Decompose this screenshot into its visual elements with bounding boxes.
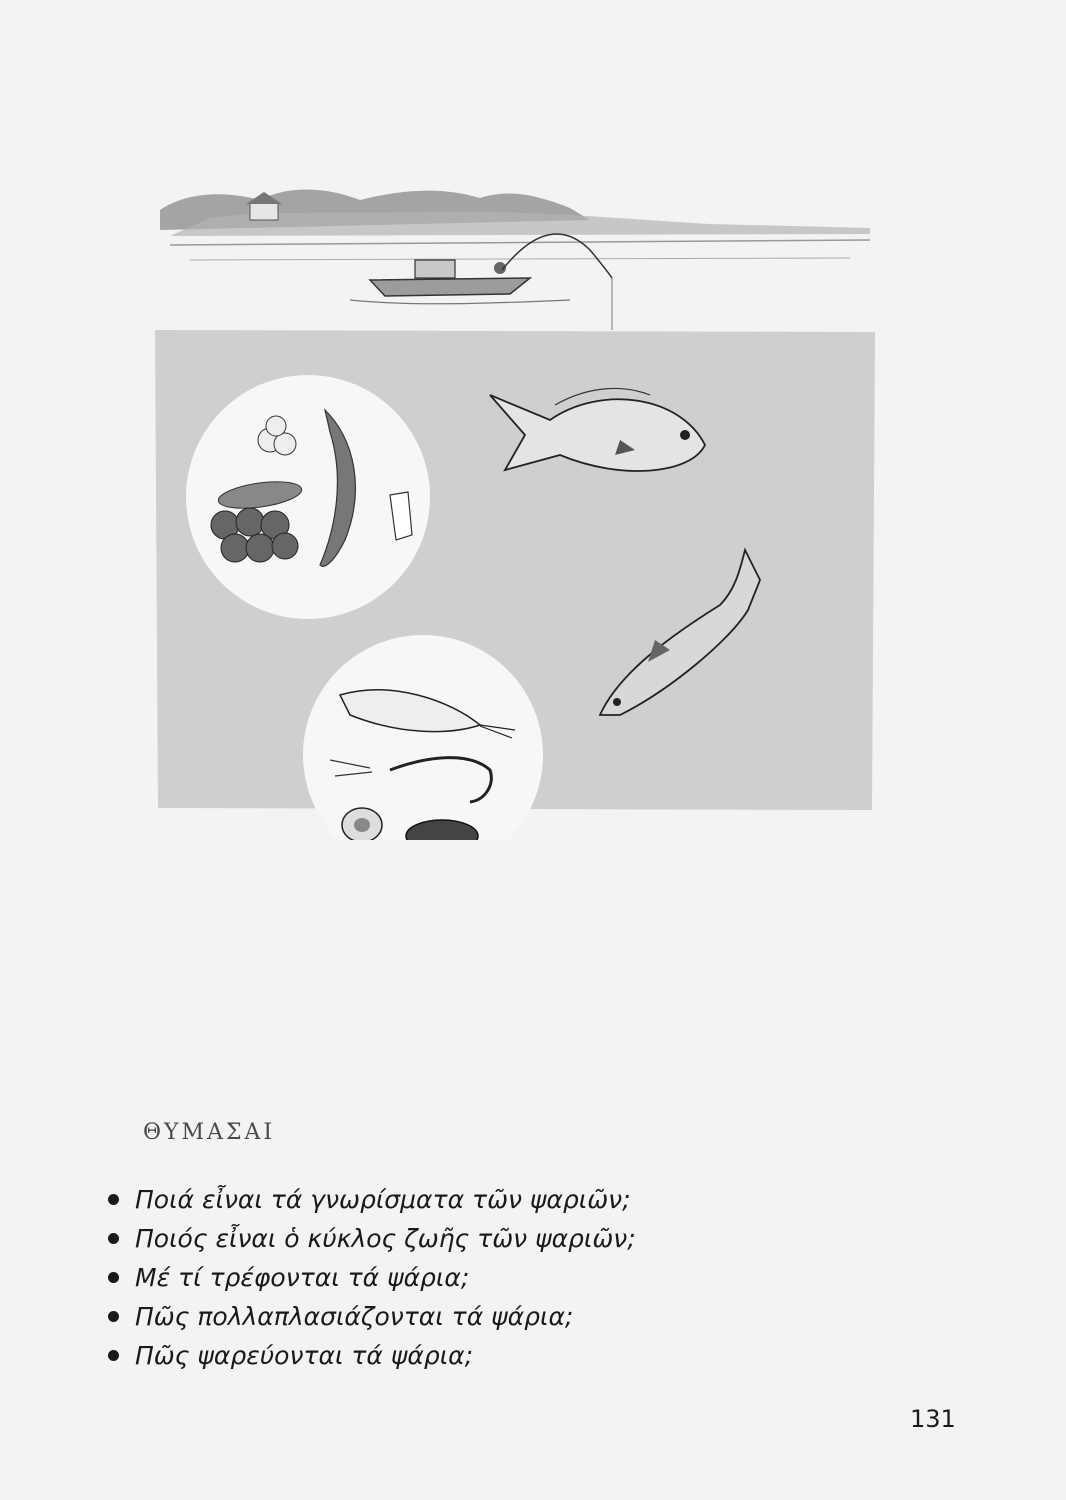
question-text: Πῶς ψαρεύονται τά ψάρια; <box>135 1341 474 1370</box>
section-heading: ΘΥΜΑΣΑΙ <box>143 1120 276 1145</box>
bullet-icon <box>108 1194 119 1205</box>
list-item <box>108 1336 636 1375</box>
question-text: Πῶς πολλαπλασιάζονται τά ψάρια; <box>135 1302 574 1331</box>
fishing-illustration <box>150 170 880 840</box>
question-text: Ποιός εἶναι ὁ κύκλος ζωῆς τῶν ψαριῶν; <box>135 1224 636 1253</box>
bullet-icon <box>108 1311 119 1322</box>
list-item <box>108 1258 636 1297</box>
question-text: Μέ τί τρέφονται τά ψάρια; <box>135 1263 470 1292</box>
landscape-icon <box>160 189 870 260</box>
bullet-icon <box>108 1233 119 1244</box>
list-item <box>108 1297 636 1336</box>
bullet-icon <box>108 1272 119 1283</box>
list-item <box>108 1180 636 1219</box>
bullet-icon <box>108 1350 119 1361</box>
snail-icon <box>342 808 382 840</box>
list-item <box>108 1219 636 1258</box>
fish-eggs-icon <box>211 508 298 562</box>
question-text: Ποιά εἶναι τά γνωρίσματα τῶν ψαριῶν; <box>135 1185 631 1214</box>
fishing-boat-icon <box>350 234 612 330</box>
review-questions <box>108 1180 636 1375</box>
page-number: 131 <box>910 1405 956 1433</box>
